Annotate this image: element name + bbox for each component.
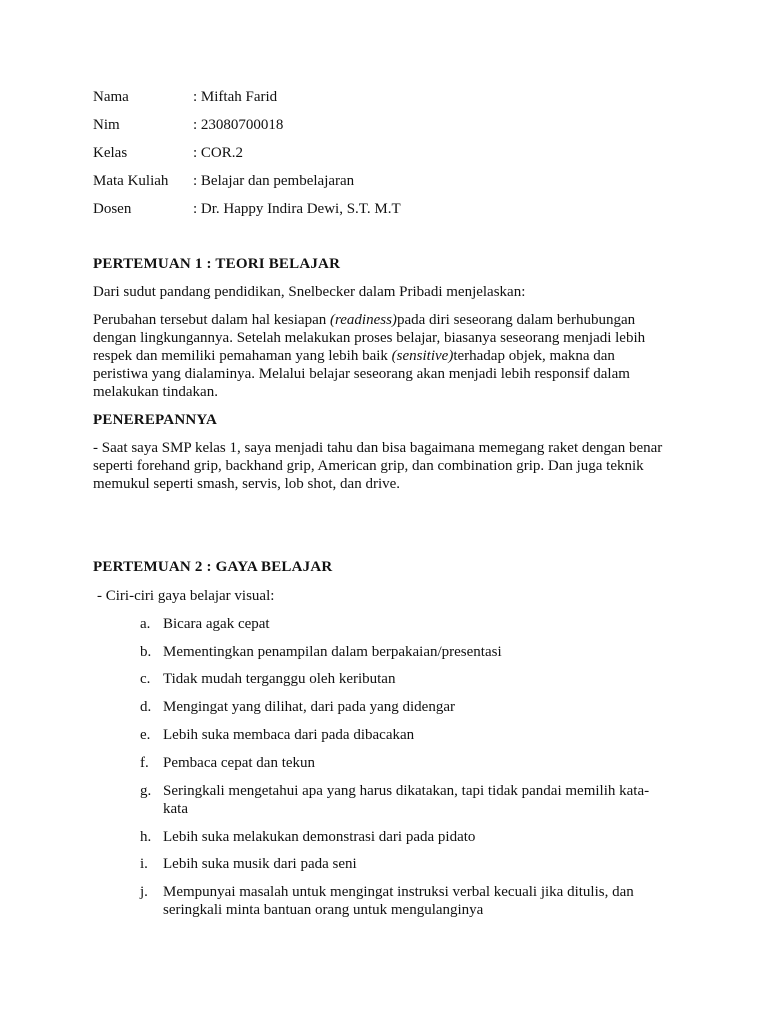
- application-heading: PENEREPANNYA: [93, 412, 218, 428]
- list-item-text: Pembaca cepat dan tekun: [163, 755, 316, 771]
- list-item-text: Lebih suka membaca dari pada dibacakan: [163, 727, 415, 743]
- identity-row-nim: [93, 116, 283, 134]
- list-marker: g.: [140, 783, 152, 799]
- list-marker: f.: [140, 755, 149, 771]
- section1-italic-readiness: (readiness): [330, 312, 397, 328]
- list-item-text: Seringkali mengetahui apa yang harus dikatakan, tapi tidak pandai memilih kata-kata: [163, 783, 650, 817]
- identity-row-dosen: [93, 200, 401, 218]
- section1-paragraph: [93, 311, 673, 401]
- list-marker: i.: [140, 856, 148, 872]
- list-marker: b.: [140, 644, 152, 660]
- section1-text-part1: Perubahan tersebut dalam hal kesiapan: [93, 312, 330, 328]
- section2-heading: PERTEMUAN 2 : GAYA BELAJAR: [93, 559, 333, 575]
- identity-value: : Miftah Farid: [193, 89, 278, 105]
- list-marker: j.: [140, 884, 148, 900]
- list-marker: h.: [140, 829, 152, 845]
- list-item-text: Mempunyai masalah untuk mengingat instruksi verbal kecuali jika ditulis, dan seringkali minta bantuan orang untuk mengulanginya: [163, 884, 634, 918]
- list-item-text: Lebih suka melakukan demonstrasi dari pada pidato: [163, 829, 476, 845]
- identity-label: Nim: [93, 117, 120, 133]
- identity-value: : Dr. Happy Indira Dewi, S.T. M.T: [193, 201, 401, 217]
- list-marker: c.: [140, 671, 151, 687]
- list-item-text: Mengingat yang dilihat, dari pada yang didengar: [163, 699, 455, 715]
- list-item-text: Bicara agak cepat: [163, 616, 270, 632]
- list-marker: e.: [140, 727, 151, 743]
- section1-italic-sensitive: (sensitive): [391, 348, 454, 364]
- identity-value: : COR.2: [193, 145, 244, 161]
- application-text: - Saat saya SMP kelas 1, saya menjadi tahu dan bisa bagaimana memegang raket dengan benar seperti forehand grip, backhand grip, American grip, dan combination grip. Dan juga teknik memukul seperti smash, servis, lob shot, dan drive.: [93, 440, 663, 492]
- identity-label: Kelas: [93, 145, 128, 161]
- list-marker: a.: [140, 616, 151, 632]
- identity-row-kelas: [93, 144, 243, 162]
- section1-text-part3: terhadap objek, makna dan peristiwa yang dialaminya. Melalui belajar seseorang akan menjadi lebih responsif dalam melakukan tindakan.: [93, 348, 630, 400]
- identity-value: : 23080700018: [193, 117, 284, 133]
- list-item-text: Lebih suka musik dari pada seni: [163, 856, 357, 872]
- identity-row-mata-kuliah: [93, 172, 354, 190]
- list-item-text: Mementingkan penampilan dalam berpakaian/presentasi: [163, 644, 502, 660]
- section1-text-part2: pada diri seseorang dalam berhubungan dengan lingkungannya. Setelah melakukan proses belajar, biasanya seseorang menjadi lebih respek dan memiliki pemahaman yang lebih baik: [93, 312, 646, 364]
- list-item-text: Tidak mudah terganggu oleh keributan: [163, 671, 396, 687]
- identity-row-nama: [93, 88, 277, 106]
- identity-label: Dosen: [93, 201, 132, 217]
- identity-value: : Belajar dan pembelajaran: [193, 173, 355, 189]
- list-marker: d.: [140, 699, 152, 715]
- section2-subheading: - Ciri-ciri gaya belajar visual:: [97, 588, 275, 604]
- section1-intro: Dari sudut pandang pendidikan, Snelbecker dalam Pribadi menjelaskan:: [93, 284, 526, 300]
- identity-label: Nama: [93, 89, 129, 105]
- identity-label: Mata Kuliah: [93, 173, 169, 189]
- section1-heading: PERTEMUAN 1 : TEORI BELAJAR: [93, 256, 341, 272]
